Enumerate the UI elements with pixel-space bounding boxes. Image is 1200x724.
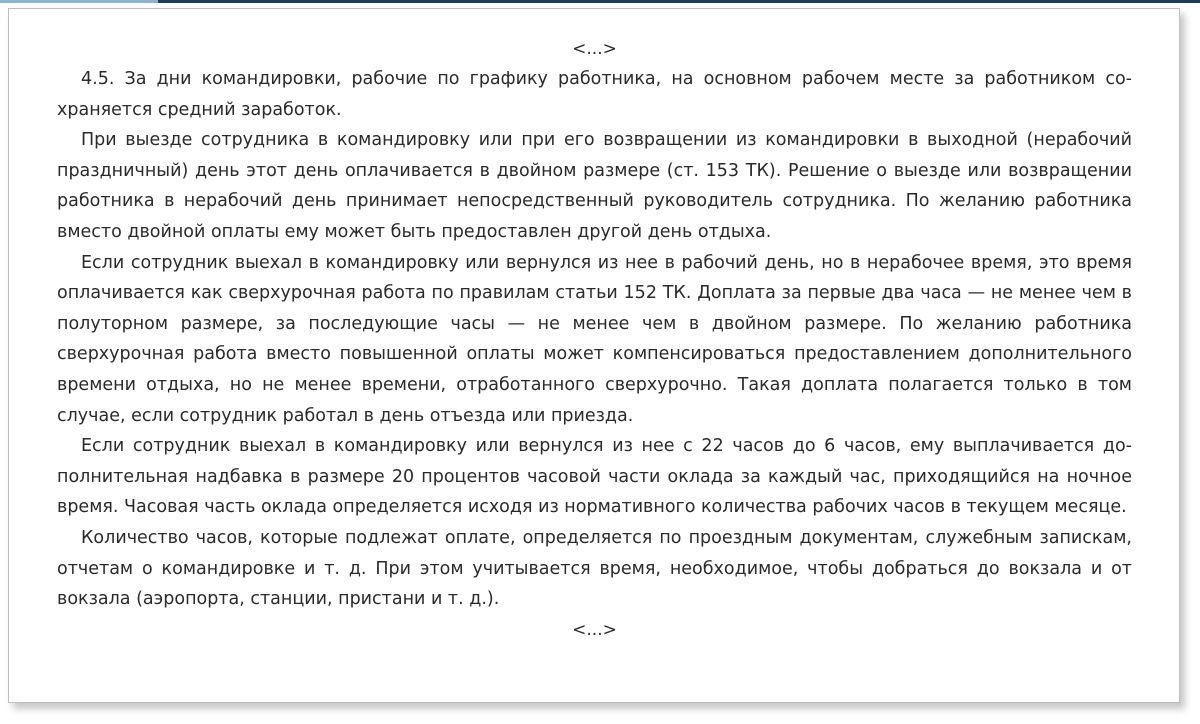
paragraph-overtime: Если сотрудник выехал в командировку или вернулся из нее в рабочий день, но в нерабочее время, это время оплачивается как сверхурочная работа по правилам статьи 152 ТК. Доплата за первые два часа — не менее чем в полуторном размере, за последующие часы — не менее чем в двойном размере. По желанию работника сверхурочная работа вместо повышенной оплаты может компенсироваться предоставлением дополнительного времени отдыха, но не менее времени, отработанного сверхурочно. Такая доплата полагается только в том случае, если сотрудник работал в день отъезда или приезда. [57, 252, 1132, 426]
omission-marker-bottom: <...> [572, 619, 617, 640]
top-strip-accent [0, 0, 158, 3]
paragraph-night-allowance: Если сотрудник выехал в командировку или вернулся из нее с 22 часов до 6 часов, ему выплачивается дополнительная надбавка в размере 20 процентов часовой части оклада за каждый час, приходящийся на ночное время. Часовая часть оклада определяется исходя из нормативного количества рабочих часов в текущем месяце. [57, 436, 1132, 518]
omission-marker-top: <...> [572, 39, 617, 59]
paragraph-hours-count: Количество часов, которые подлежат оплате, определяется по проездным документам, служебным запискам, отчетам о командировке и т. д. При этом учитывается время, необходимое, чтобы добраться до вокзала и от вокзала (аэропорта, станции, пристани и т. д.). [57, 527, 1132, 610]
top-strip [0, 0, 1200, 3]
paragraph-weekend-travel: При выезде сотрудника в командировку или при его возвращении из командировки в выходной (нерабочий праздничный) день этот день оплачивается в двойном размере (ст. 153 ТК). Решение о выезде или возвращении работника в нерабочий день принимает непосредственный руководитель сотрудника. По желанию работника вместо двойной оплаты ему может быть предоставлен другой день отдыха. [57, 130, 1132, 242]
document-card [8, 8, 1180, 703]
paragraph-4-5: 4.5. За дни командировки, рабочие по графику работника, на основном рабочем месте за работником сохраняется средний заработок. [57, 69, 1132, 120]
